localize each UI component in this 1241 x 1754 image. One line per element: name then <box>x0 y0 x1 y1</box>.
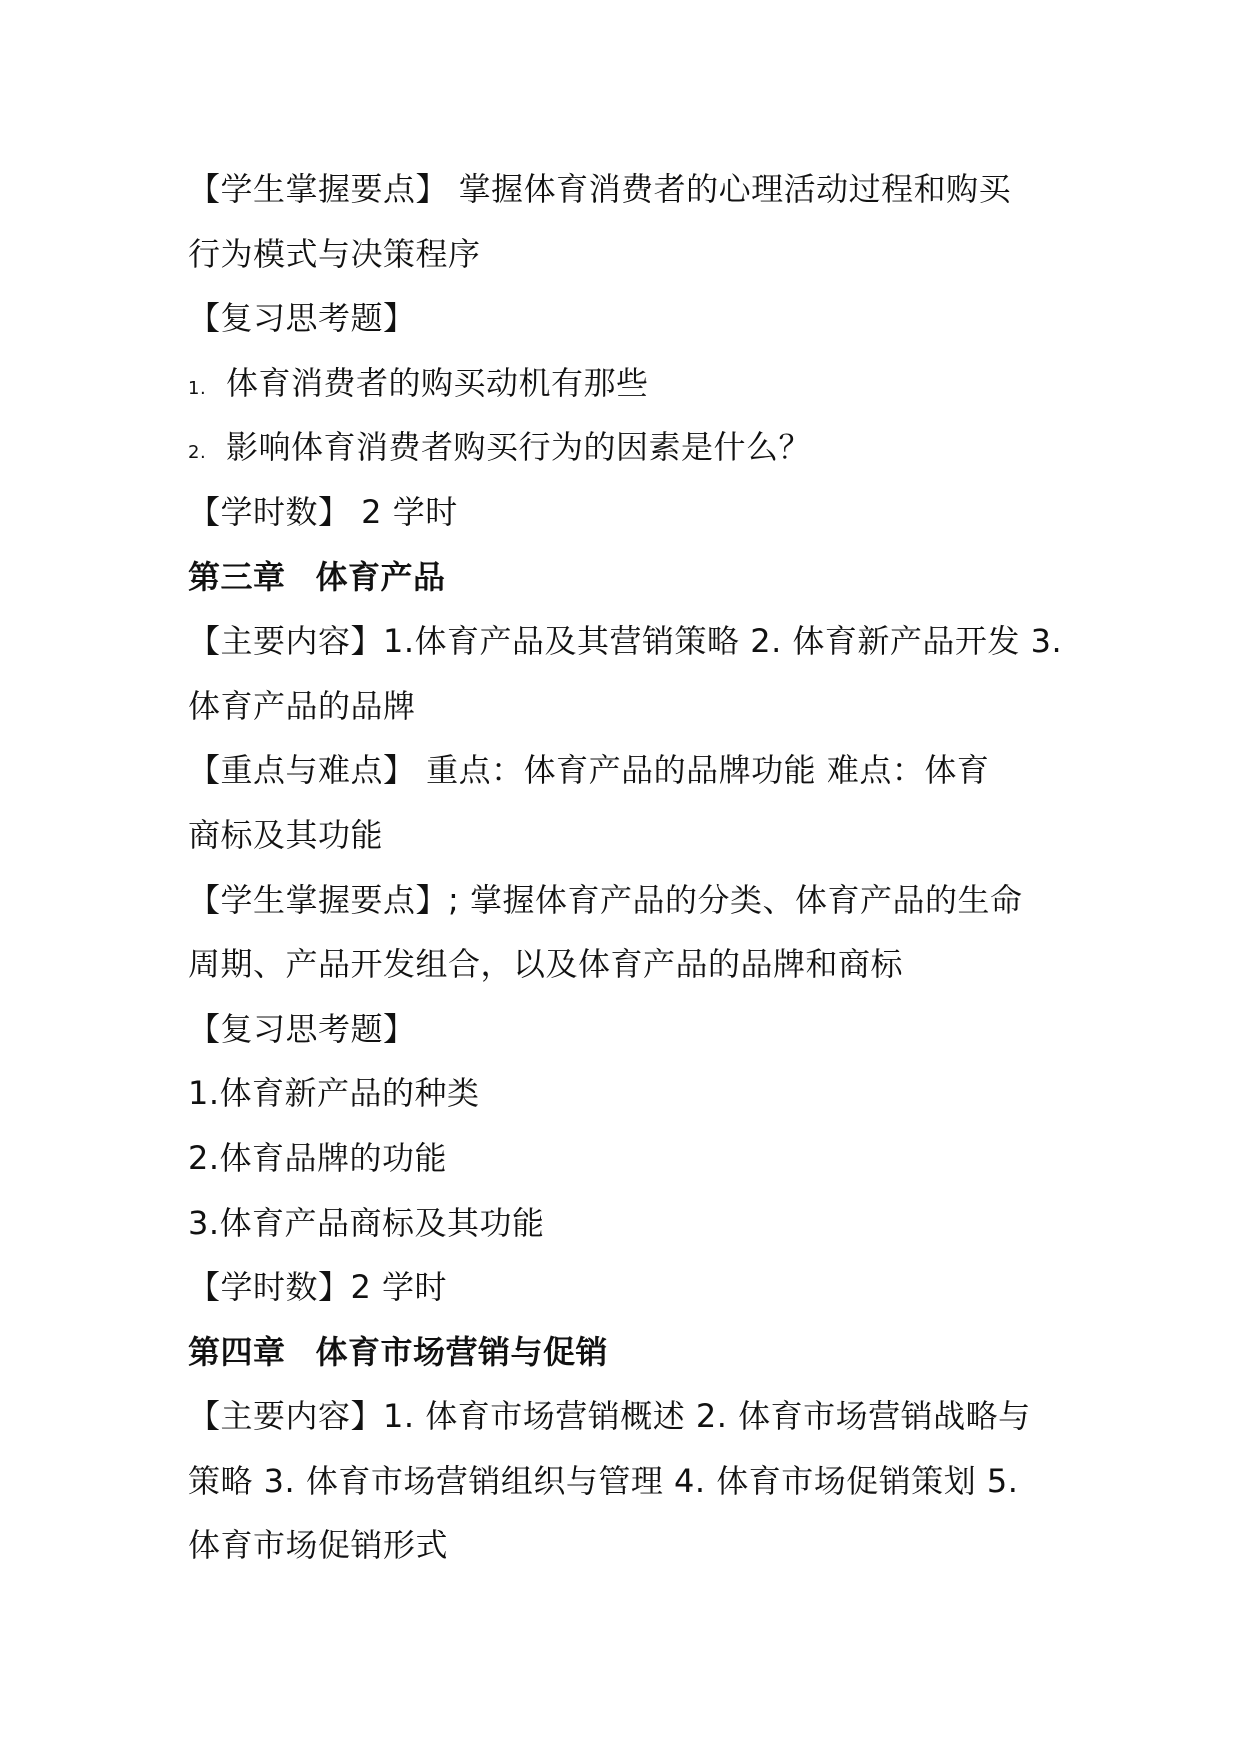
chapter-number: 第三章 <box>188 557 286 596</box>
text-line: 1.体育新产品的种类 <box>188 1074 480 1113</box>
text-line: 体育产品的品牌 <box>188 686 416 725</box>
list-number: 1. <box>188 377 207 399</box>
section-label: 【复习思考题】 <box>188 299 416 338</box>
section-label: 【复习思考题】 <box>188 1009 416 1048</box>
text-line: 体育市场促销形式 <box>188 1526 449 1565</box>
chapter-number: 第四章 <box>188 1332 286 1371</box>
text-line: 周期、产品开发组合，以及体育产品的品牌和商标 <box>188 945 904 984</box>
list-number: 2. <box>188 442 207 464</box>
list-text: 体育消费者的购买动机有那些 <box>226 363 649 402</box>
text-line: 行为模式与决策程序 <box>188 234 481 273</box>
list-text: 影响体育消费者购买行为的因素是什么？ <box>226 428 812 467</box>
text-line: 2.体育品牌的功能 <box>188 1138 448 1177</box>
text-line: 3.体育产品商标及其功能 <box>188 1203 545 1242</box>
text-line: 【学生掌握要点】; 掌握体育产品的分类、体育产品的生命 <box>188 880 1023 919</box>
list-item <box>188 351 1088 416</box>
text-line: 【重点与难点】 重点：体育产品的品牌功能 难点：体育 <box>188 751 990 790</box>
text-line: 【主要内容】1.体育产品及其营销策略 2. 体育新产品开发 3. <box>188 622 1063 661</box>
text-line: 策略 3. 体育市场营销组织与管理 4. 体育市场促销策划 5. <box>188 1461 1019 1500</box>
text-line: 【学生掌握要点】 掌握体育消费者的心理活动过程和购买 <box>188 170 1012 208</box>
text-line: 【主要内容】1. 体育市场营销概述 2. 体育市场营销战略与 <box>188 1397 1031 1436</box>
text-line: 商标及其功能 <box>188 815 384 854</box>
document-page <box>188 157 1088 1578</box>
chapter-title: 体育产品 <box>315 557 446 596</box>
chapter-title: 体育市场营销与促销 <box>315 1332 609 1371</box>
chapter-heading <box>188 545 1088 610</box>
text-line: 【学时数】2 学时 <box>188 1268 448 1307</box>
list-item <box>188 415 1088 480</box>
chapter-heading <box>188 1320 1088 1385</box>
text-line: 【学时数】 2 学时 <box>188 492 458 531</box>
